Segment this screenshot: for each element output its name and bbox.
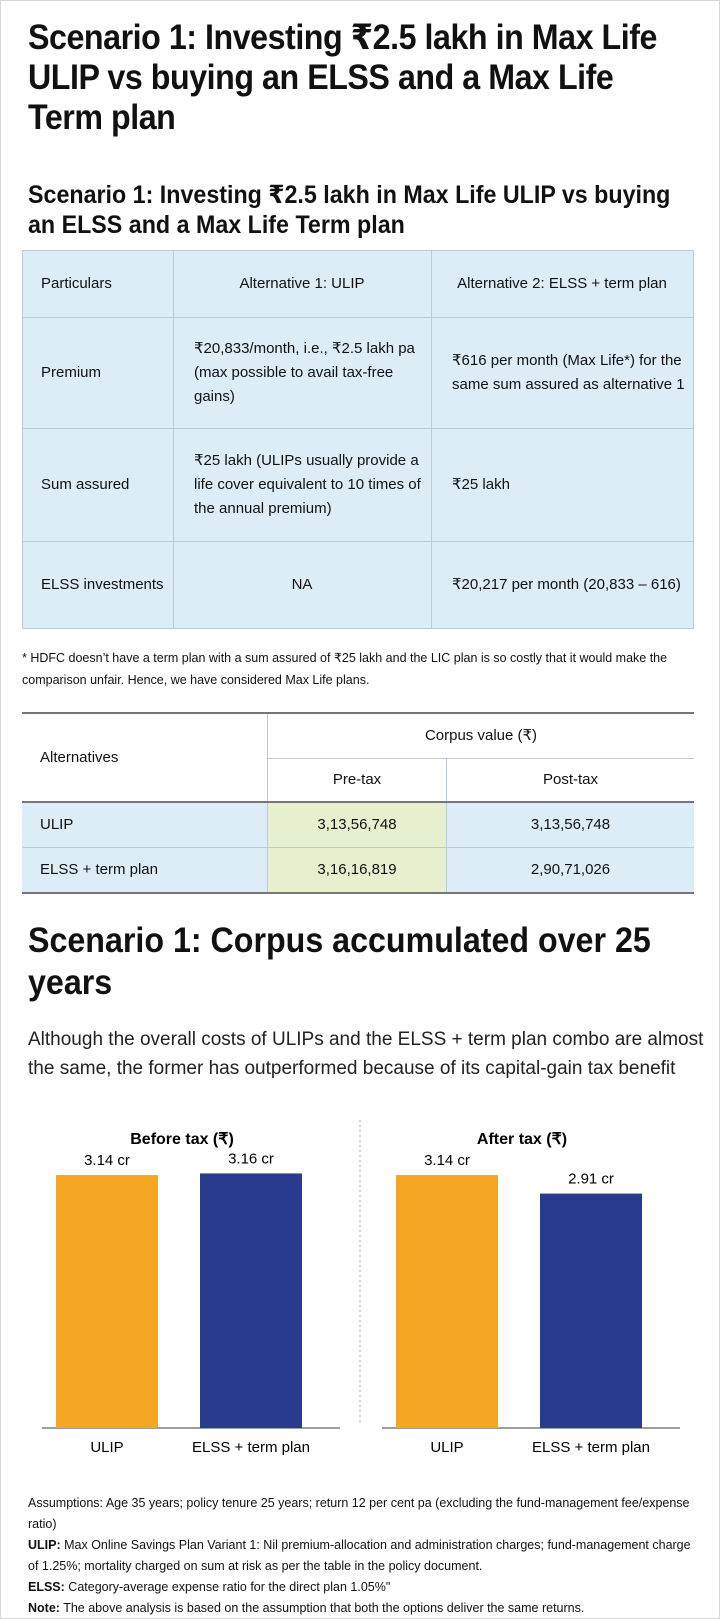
category-label: ULIP bbox=[90, 1439, 124, 1456]
table-title: Scenario 1: Investing ₹2.5 lakh in Max Life ULIP vs buying an ELSS and a Max Life Term plan bbox=[28, 181, 671, 239]
row-label-sum-assured: Sum assured bbox=[23, 429, 174, 542]
chart-subtitle: Although the overall costs of ULIPs and the ELSS + term plan combo are almost the same, the former has outperformed because of its capital-gain tax benefit bbox=[28, 1029, 704, 1079]
table-row bbox=[23, 542, 694, 629]
cell-ulip-premium: ₹20,833/month, i.e., ₹2.5 lakh pa (max possible to avail tax-free gains) bbox=[174, 318, 432, 429]
assumptions-text: Assumptions: Age 35 years; policy tenure 25 years; return 12 per cent pa (excluding the fund-management fee/expense ratio) bbox=[28, 1496, 690, 1531]
data-label: 3.16 cr bbox=[228, 1150, 274, 1168]
data-label: 3.14 cr bbox=[84, 1152, 130, 1170]
general-note bbox=[28, 1598, 700, 1619]
bar-ulip bbox=[56, 1175, 158, 1428]
table-row bbox=[23, 318, 694, 429]
category-label: ELSS + term plan bbox=[192, 1439, 310, 1456]
cell-elss-post-tax: 2,90,71,026 bbox=[447, 848, 695, 894]
header-elss-term: Alternative 2: ELSS + term plan bbox=[432, 251, 694, 318]
cell-elss-sum-assured: ₹25 lakh bbox=[432, 429, 694, 542]
elss-note bbox=[28, 1577, 700, 1598]
comparison-table bbox=[22, 250, 694, 629]
row-name-ulip: ULIP bbox=[22, 802, 268, 848]
header-corpus-value: Corpus value (₹) bbox=[268, 713, 695, 759]
corpus-bar-chart bbox=[0, 1120, 720, 1490]
data-label: 2.91 cr bbox=[568, 1170, 614, 1188]
cell-elss-pre-tax: 3,16,16,819 bbox=[268, 848, 447, 894]
header-post-tax: Post-tax bbox=[447, 759, 695, 803]
ulip-note-label: ULIP: bbox=[28, 1538, 61, 1552]
cell-ulip-sum-assured: ₹25 lakh (ULIPs usually provide a life cover equivalent to 10 times of the annual premium) bbox=[174, 429, 432, 542]
category-label: ELSS + term plan bbox=[532, 1439, 650, 1456]
bar-ulip bbox=[396, 1175, 498, 1428]
cell-ulip-pre-tax: 3,13,56,748 bbox=[268, 802, 447, 848]
elss-note-text: Category-average expense ratio for the direct plan 1.05%" bbox=[64, 1580, 391, 1594]
category-label: ULIP bbox=[430, 1439, 464, 1456]
corpus-header-row bbox=[22, 713, 694, 759]
cell-ulip-elss-investments: NA bbox=[174, 542, 432, 629]
bar-elss-term bbox=[200, 1173, 302, 1428]
header-ulip: Alternative 1: ULIP bbox=[174, 251, 432, 318]
table-row bbox=[22, 802, 694, 848]
cell-elss-elss-investments: ₹20,217 per month (20,833 – 616) bbox=[432, 542, 694, 629]
header-particulars: Particulars bbox=[23, 251, 174, 318]
table-row bbox=[22, 848, 694, 894]
chart-title: Scenario 1: Corpus accumulated over 25 years bbox=[28, 921, 651, 1002]
header-alternatives: Alternatives bbox=[22, 713, 268, 802]
elss-note-label: ELSS: bbox=[28, 1580, 65, 1594]
table-header-row bbox=[23, 251, 694, 318]
general-note-label: Note: bbox=[28, 1601, 60, 1615]
row-label-elss-investments: ELSS investments bbox=[23, 542, 174, 629]
header-pre-tax: Pre-tax bbox=[268, 759, 447, 803]
corpus-table bbox=[22, 712, 694, 894]
table-footnote: * HDFC doesn’t have a term plan with a sum assured of ₹25 lakh and the LIC plan is so costly that it would make the comparison unfair. Hence, we have considered Max Life plans. bbox=[22, 651, 668, 687]
panel-title: Before tax (₹) bbox=[130, 1131, 234, 1148]
table-row bbox=[23, 429, 694, 542]
panel-title: After tax (₹) bbox=[476, 1131, 568, 1148]
general-note-text: The above analysis is based on the assumption that both the options deliver the same returns. bbox=[59, 1601, 585, 1615]
cell-ulip-post-tax: 3,13,56,748 bbox=[447, 802, 695, 848]
ulip-note-text: Max Online Savings Plan Variant 1: Nil premium-allocation and administration charges; fund-management charge of 1.25%; mortality charged on sum at risk as per the table in the policy document. bbox=[28, 1538, 691, 1573]
cell-elss-premium: ₹616 per month (Max Life*) for the same sum assured as alternative 1 bbox=[432, 318, 694, 429]
data-label: 3.14 cr bbox=[424, 1152, 470, 1170]
row-label-premium: Premium bbox=[23, 318, 174, 429]
row-name-elss-term: ELSS + term plan bbox=[22, 848, 268, 894]
ulip-note bbox=[28, 1535, 700, 1577]
page-title: Scenario 1: Investing ₹2.5 lakh in Max Life ULIP vs buying an ELSS and a Max Life Term plan bbox=[28, 18, 657, 137]
bar-elss-term bbox=[540, 1194, 642, 1428]
assumptions-notes bbox=[28, 1493, 700, 1619]
